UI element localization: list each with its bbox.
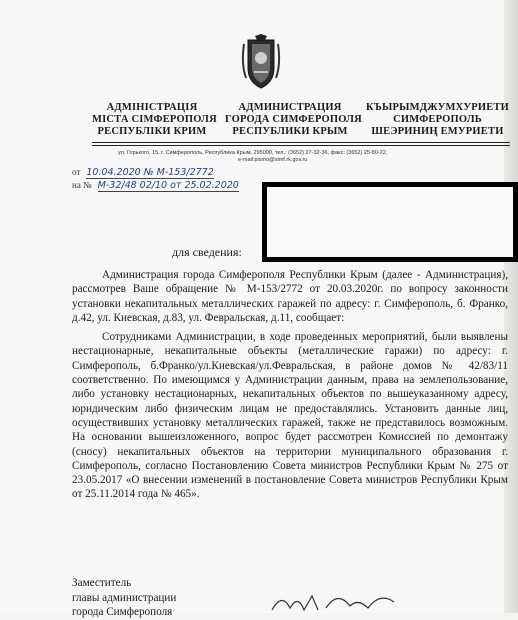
header-ru-line: АДМИНИСТРАЦИЯ — [238, 102, 342, 113]
ref-to-value: М-32/48 02/10 от 25.02.2020 — [97, 180, 239, 191]
header-crh-line: СИМФЕРОПОЛЬ — [393, 114, 482, 125]
emblem-icon — [240, 34, 282, 92]
header-crh-line: КЪЫРЫМДЖУМХУРИЕТИ — [365, 102, 510, 113]
header-ru-line: РЕСПУБЛИКИ КРЫМ — [232, 126, 348, 137]
ref-to-label: на № — [72, 180, 92, 190]
header-ru-line: ГОРОДА СИМФЕРОПОЛЯ — [225, 114, 362, 125]
header-crimean-tatar — [365, 102, 510, 138]
body-paragraph-2: Сотрудниками Администрации, в ходе проведенных мероприятий, были выявлены нестационарные, некапитальные объекты (металлические гаражи) по адресу: г. Симферополь, б.Франко/ул.Киевская/ул.Февральская, в районе домов № 42/83/11 соответственно. По имеющимся у Администрации данным, права на землепользование, либо установку нестационарных, некапитальных объектов по вышеуказанному адресу, юридическим либо физическим лицам не предоставлялись. Установить данные лиц, осуществивших установку металлических гаражей, также не представилось возможным. На основании вышеизложенного, вопрос будет рассмотрен Комиссией по демонтажу (сносу) некапитальных объектов на территории муниципального образования г. Симферополь, согласно Постановлению Совета министров Республики Крым № 275 от 23.05.2017 «О внесении изменений в постановление Совета министров Республики Крым от 25.11.2014 года № 465». — [72, 331, 508, 501]
signature-scribble — [268, 588, 408, 613]
ref-from-label: от — [72, 167, 81, 177]
header-ua-line: МІСТА СІМФЕРОПОЛЯ — [92, 114, 217, 125]
header-russian — [225, 102, 362, 138]
signature-title-1: Заместитель — [72, 577, 132, 589]
signature-title-3: города Симферополя — [72, 606, 173, 618]
header-ua-line: АДМІНІСТРАЦІЯ — [106, 102, 198, 113]
reference-incoming — [72, 180, 239, 192]
header-ukrainian — [92, 102, 217, 138]
letter-body — [72, 268, 508, 507]
redaction-box — [262, 182, 518, 262]
reference-outgoing — [72, 167, 214, 179]
header-crh-line: ШЕЭРИНИҢ ЕМУРИЕТИ — [371, 126, 504, 137]
header-rule-thin — [92, 142, 510, 143]
contact-address: ул. Горького, 15, г. Симферополь, Республика Крым, 295000, тел.: (3652) 27-32-36, факс: (3652) 25-80-22, — [118, 150, 388, 156]
header-ua-line: РЕСПУБЛІКИ КРИМ — [97, 126, 207, 137]
ref-from-value: 10.04.2020 № М-153/2772 — [86, 167, 214, 178]
signature-title-2: главы администрации — [72, 591, 177, 604]
body-paragraph-1: Администрация города Симферополя Республики Крым (далее - Администрация), рассмотрев Ваше обращение № М-153/2772 от 20.03.2020г. по вопросу законности установки некапитальных металлических гаражей по адресу: г. Симферополь, б. Франко, д.42, ул. Киевская, д.83, ул. Февральская, д.11, сообщает: — [72, 269, 508, 324]
for-info-label: для сведения: — [172, 245, 242, 259]
contact-info — [118, 150, 478, 164]
contact-email: e-mail:pismo@simf.rk.gov.ru — [238, 157, 308, 163]
header-rule-thick — [92, 145, 510, 146]
